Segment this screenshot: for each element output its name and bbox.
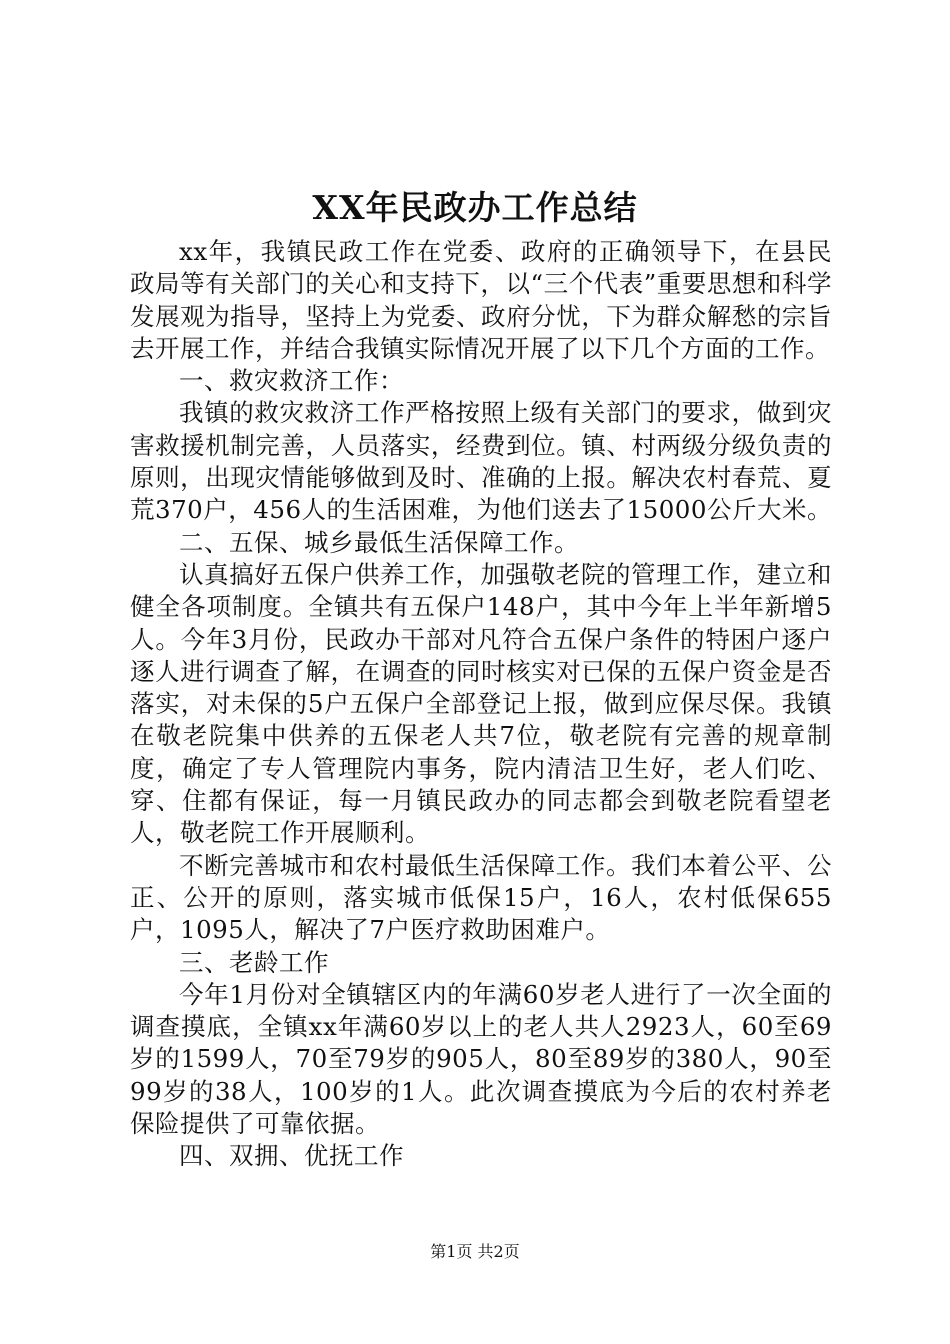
paragraph-elderly: 今年1月份对全镇辖区内的年满60岁老人进行了一次全面的调查摸底，全镇xx年满60岁以上的老人共人2923人，60至69岁的1599人，70至79岁的905人，80至89岁的380人，90至99岁的38人，100岁的1人。此次调查摸底为今后的农村养老保险提供了可靠依据。 xyxy=(130,979,832,1139)
section-heading-minimum-living: 二、五保、城乡最低生活保障工作。 xyxy=(179,527,579,557)
paragraph-disaster-relief: 我镇的救灾救济工作严格按照上级有关部门的要求，做到灾害救援机制完善，人员落实，经费到位。镇、村两级分级负责的原则，出现灾情能够做到及时、准确的上报。解决农村春荒、夏荒370户，456人的生活困难，为他们送去了15000公斤大米。 xyxy=(130,398,832,525)
page-number-footer: 第1页 共2页 xyxy=(430,1242,520,1261)
paragraph-minimum-living: 不断完善城市和农村最低生活保障工作。我们本着公平、公正、公开的原则，落实城市低保15户，16人，农村低保655户，1095人，解决了7户医疗救助困难户。 xyxy=(130,850,832,945)
document-title: XX年民政办工作总结 xyxy=(312,188,638,227)
paragraph-intro: xx年，我镇民政工作在党委、政府的正确领导下，在县民政局等有关部门的关心和支持下，以“三个代表”重要思想和科学发展观为指导，坚持上为党委、政府分忧，下为群众解愁的宗旨去开展工作，并结合我镇实际情况开展了以下几个方面的工作。 xyxy=(130,237,832,363)
section-heading-disaster-relief: 一、救灾救济工作： xyxy=(179,366,404,396)
paragraph-five-guarantees: 认真搞好五保户供养工作，加强敬老院的管理工作，建立和健全各项制度。全镇共有五保户148户，其中今年上半年新增5人。今年3月份，民政办干部对凡符合五保户条件的特困户逐户逐人进行调查了解，在调查的同时核实对已保的五保户资金是否落实，对未保的5户五保户全部登记上报，做到应保尽保。我镇在敬老院集中供养的五保老人共7位，敬老院有完善的规章制度，确定了专人管理院内事务，院内清洁卫生好，老人们吃、穿、住都有保证，每一月镇民政办的同志都会到敬老院看望老人，敬老院工作开展顺利。 xyxy=(130,559,832,848)
section-heading-elderly: 三、老龄工作 xyxy=(179,947,329,977)
section-heading-military-support: 四、双拥、优抚工作 xyxy=(179,1141,404,1171)
document-body xyxy=(130,236,832,1173)
